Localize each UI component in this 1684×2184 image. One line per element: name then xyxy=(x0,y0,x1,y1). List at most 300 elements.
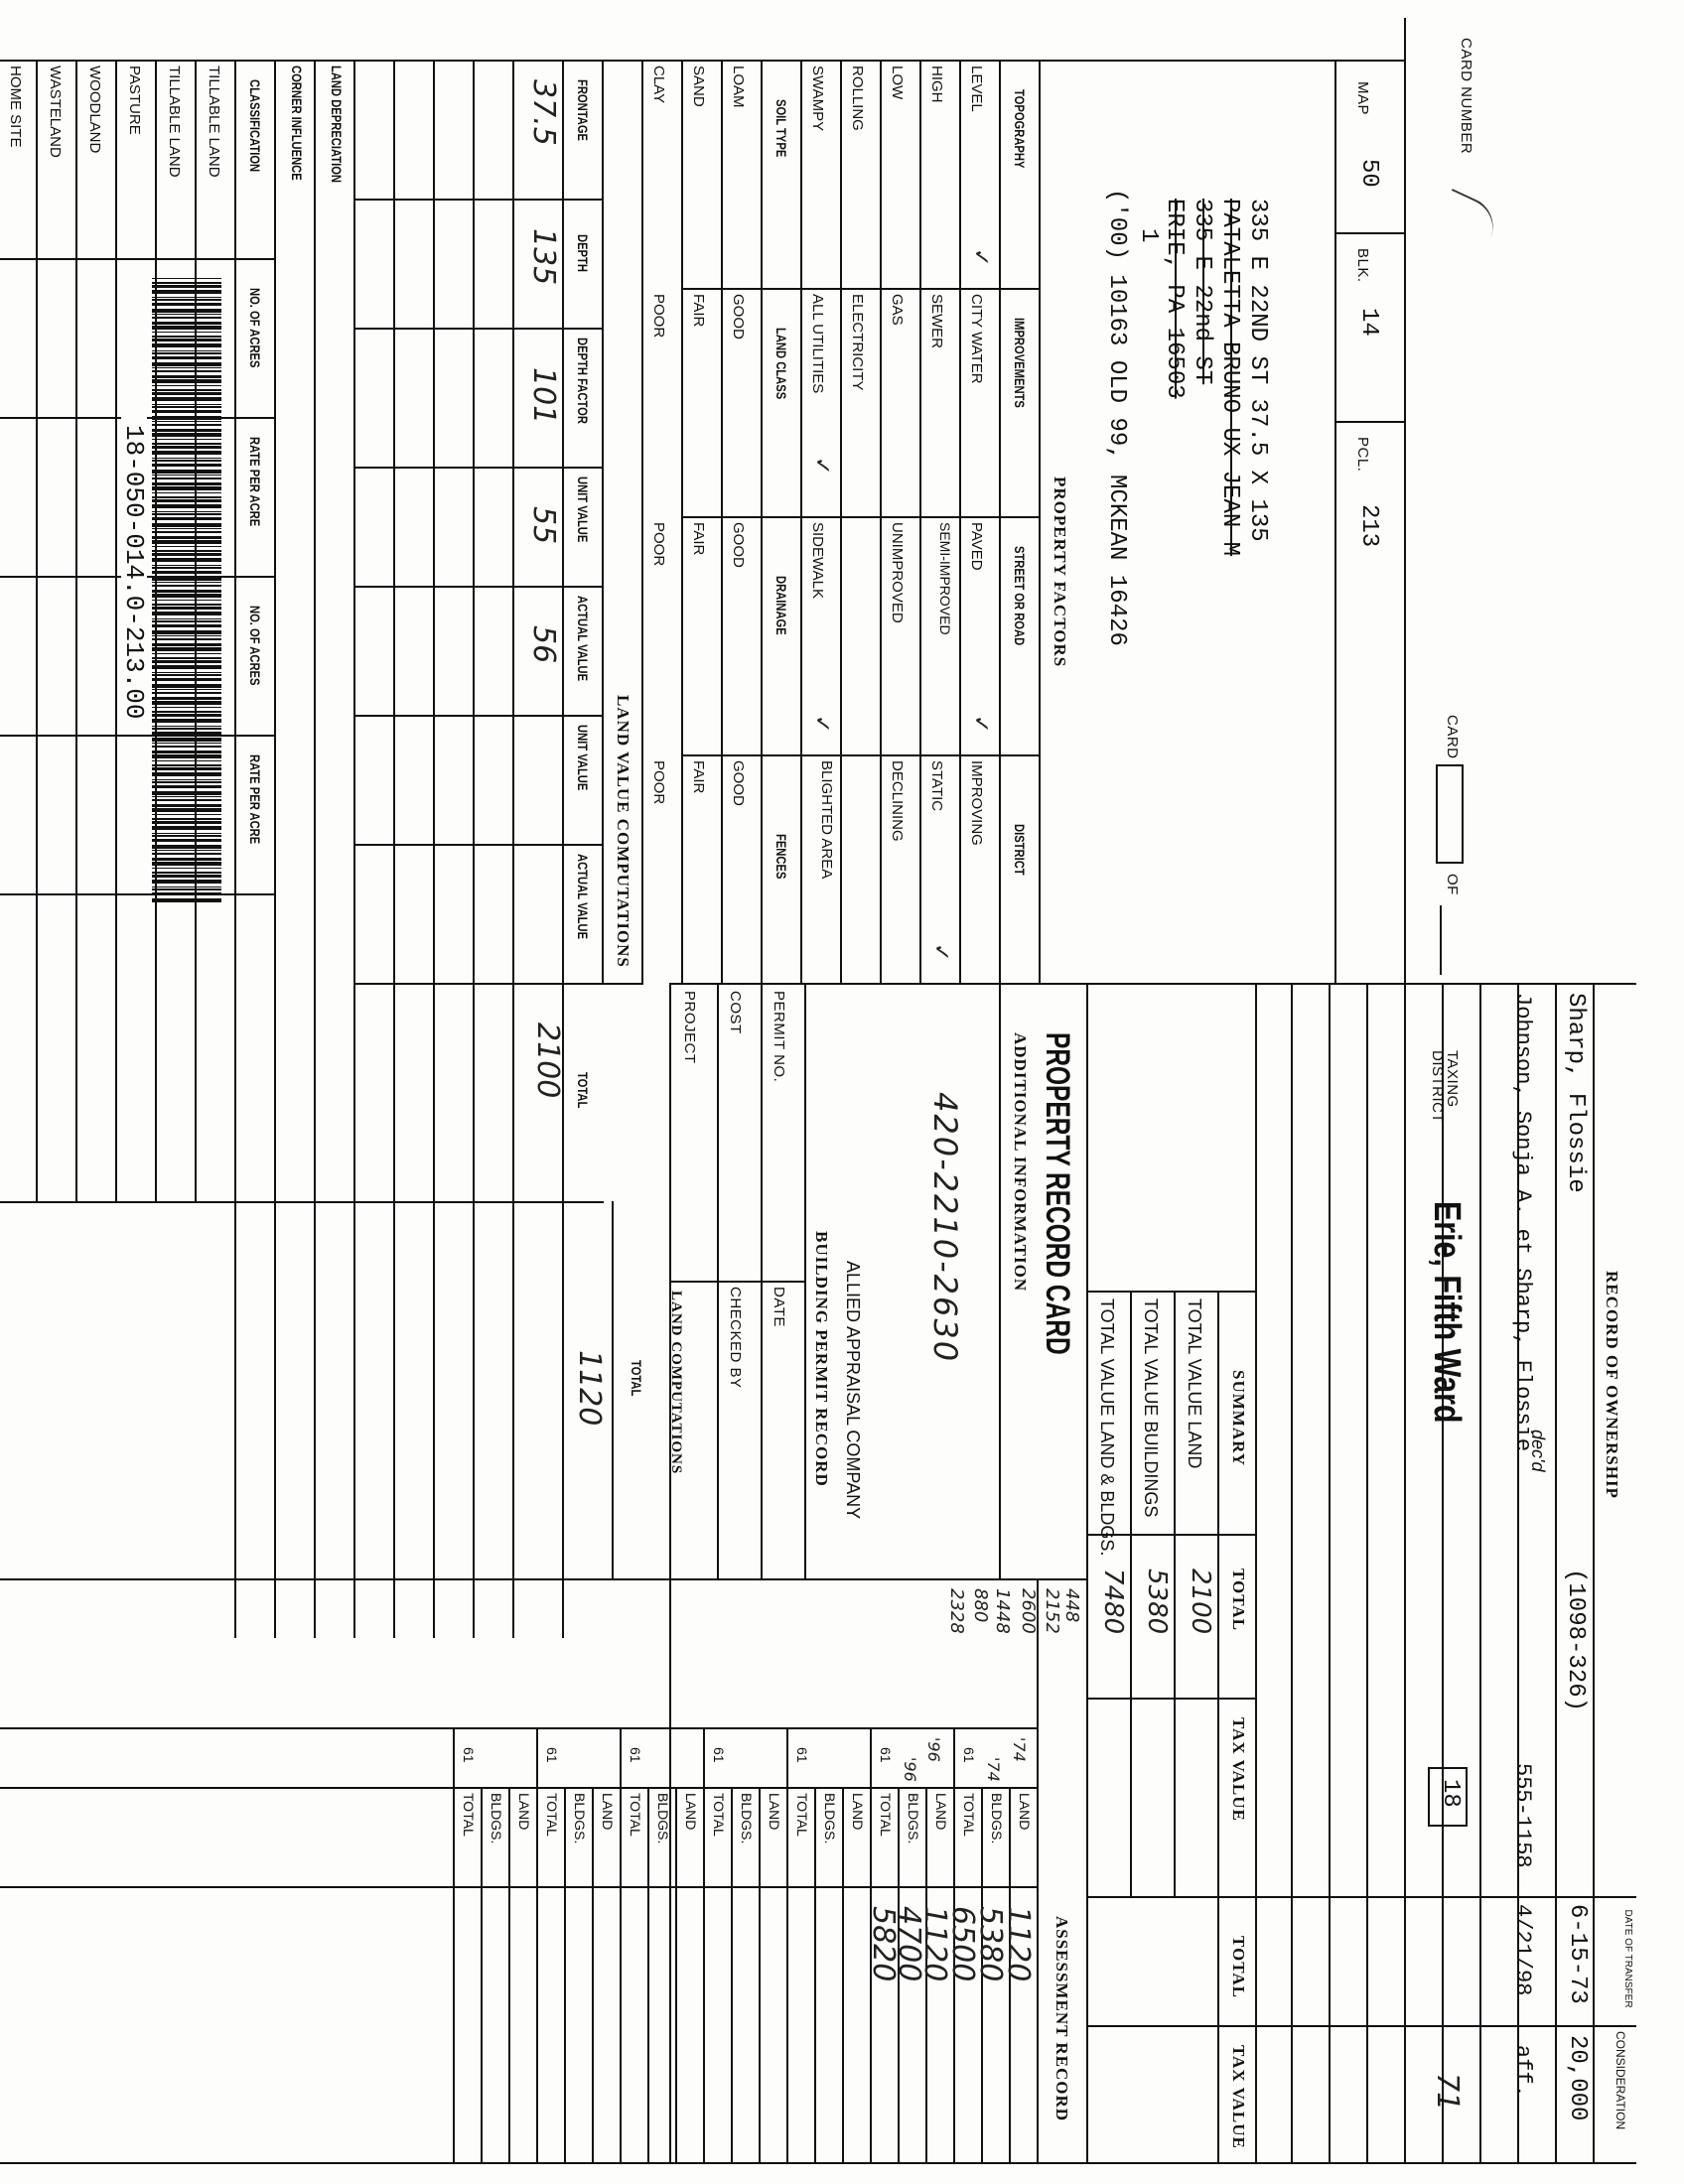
assessment-row-line xyxy=(647,1787,649,2162)
barcode-bar xyxy=(152,738,221,742)
check-all-utilities: ✓ xyxy=(809,457,834,476)
summary-left xyxy=(1088,983,1257,985)
fences-good: GOOD xyxy=(730,760,747,806)
summary-line-2 xyxy=(1130,1291,1132,1896)
blk-divider xyxy=(1336,421,1406,423)
barcode-bar xyxy=(152,458,221,459)
barcode-bar xyxy=(152,888,221,890)
land-class-fair: FAIR xyxy=(690,294,707,328)
pcl-label: PCL. xyxy=(1354,437,1371,473)
barcode-bar xyxy=(152,558,221,562)
acreage-tillable-1: TILLABLE LAND xyxy=(206,66,222,178)
ownership-header-line xyxy=(1593,983,1595,2162)
barcode-bar xyxy=(152,443,221,445)
ownership-line-6 xyxy=(1329,983,1331,2162)
lv-col-9 xyxy=(0,1578,671,1580)
land-computations-label: LAND COMPUTATIONS xyxy=(668,1291,684,1475)
barcode-bar xyxy=(152,290,221,294)
additional-info-label: ADDITIONAL INFORMATION xyxy=(1011,1032,1030,1293)
drainage-header: DRAINAGE xyxy=(773,576,789,635)
map-divider xyxy=(1336,232,1406,234)
address-line-1: 335 E 22ND ST 37.5 X 135 xyxy=(1244,199,1271,542)
barcode-bar xyxy=(152,643,221,646)
district-header: DISTRICT xyxy=(1012,824,1028,876)
assessment-row-line xyxy=(481,1787,483,2162)
assessment-label: BLDGS. xyxy=(572,1793,588,1844)
acreage-wasteland: WASTELAND xyxy=(47,66,64,158)
barcode-bar xyxy=(152,540,221,544)
barcode-bar xyxy=(152,406,221,408)
right-tax-header: TAX VALUE xyxy=(1229,2045,1248,2149)
factors-row-3 xyxy=(880,60,882,983)
barcode-bar xyxy=(152,880,221,884)
permit-no-label: PERMIT NO. xyxy=(771,991,787,1083)
ac-col-4 xyxy=(0,735,276,737)
acreage-row-line xyxy=(36,60,38,1201)
summary-col-2 xyxy=(1088,1698,1257,1700)
lv-col-6 xyxy=(355,844,604,846)
barcode-bar xyxy=(152,746,221,748)
checked-by-label: CHECKED BY xyxy=(727,1287,744,1389)
barcode-bar xyxy=(152,875,221,878)
barcode-bar xyxy=(152,362,221,366)
owner-2-name: Johnson, Sonja A. et Sharp, Flossie xyxy=(1510,993,1535,1452)
assessment-year-label: 61 xyxy=(628,1747,643,1763)
barcode-bar xyxy=(152,424,221,426)
barcode-bar xyxy=(152,511,221,512)
soil-clay: CLAY xyxy=(650,66,667,104)
drainage-good: GOOD xyxy=(730,522,747,568)
barcode-bar xyxy=(152,446,221,449)
assessment-title: ASSESSMENT RECORD xyxy=(1052,1916,1071,2122)
barcode-bar xyxy=(152,332,221,333)
barcode-bar xyxy=(152,553,221,556)
assessment-label: BLDGS. xyxy=(906,1793,921,1844)
margin-value-2: 2152 xyxy=(1042,1588,1062,1634)
ward-number: 18 xyxy=(1437,1779,1464,1808)
barcode-bar xyxy=(152,604,221,606)
assessment-block-line xyxy=(786,1727,788,2162)
topography-low: LOW xyxy=(889,66,906,100)
barcode-bar xyxy=(152,714,221,717)
barcode-bar xyxy=(152,389,221,391)
assessment-year-stamp-1: '74 xyxy=(1010,1737,1029,1762)
acreage-woodland: WOODLAND xyxy=(86,66,103,154)
barcode-bar xyxy=(152,764,221,766)
assessment-label: TOTAL xyxy=(544,1793,560,1837)
barcode-bar xyxy=(152,672,221,673)
lv-total-left: 2100 xyxy=(530,1023,565,1099)
improvement-sewer: SEWER xyxy=(928,294,945,349)
barcode-bar xyxy=(152,392,221,395)
barcode-bar xyxy=(152,858,221,861)
barcode-bar xyxy=(152,594,221,598)
barcode-bar xyxy=(152,356,221,359)
barcode-bar xyxy=(152,513,221,515)
assessment-row-line xyxy=(508,1787,510,2162)
date-transfer-header: DATE OF TRANSFER xyxy=(1622,1909,1633,2008)
page-number: 71 xyxy=(1430,2073,1465,2112)
lv-header-total-2: TOTAL xyxy=(629,1360,644,1397)
ac-header-acres-1: NO. OF ACRES xyxy=(247,288,263,368)
assessment-label: LAND xyxy=(683,1793,699,1831)
barcode-bar xyxy=(152,760,221,761)
barcode-bar xyxy=(152,689,221,690)
barcode-bar xyxy=(152,635,221,636)
right-totals-left xyxy=(1088,1896,1257,1898)
barcode-bar xyxy=(152,660,221,663)
barcode-bar xyxy=(152,853,221,855)
factors-row-7 xyxy=(721,60,723,983)
barcode-bar xyxy=(152,486,221,490)
barcode-bar xyxy=(152,600,221,601)
barcode-bar xyxy=(152,618,221,619)
barcode-bar xyxy=(152,285,221,288)
barcode-bar xyxy=(152,728,221,730)
summary-label-land: TOTAL VALUE LAND xyxy=(1185,1298,1204,1469)
address-line-3: 335 E 22nd ST xyxy=(1189,199,1215,385)
barcode-bar xyxy=(152,779,221,780)
check-sidewalk: ✓ xyxy=(809,715,834,734)
barcode-bar xyxy=(152,309,221,313)
barcode-bar xyxy=(152,367,221,368)
permit-col xyxy=(671,1281,806,1283)
barcode-bar xyxy=(152,322,221,325)
lv-depth: 135 xyxy=(526,228,561,286)
barcode-bar xyxy=(152,470,221,474)
date-label: DATE xyxy=(771,1287,787,1327)
barcode-bar xyxy=(152,657,221,659)
factors-bottom xyxy=(641,60,643,983)
factors-row-5 xyxy=(800,60,802,983)
barcode-bar xyxy=(152,303,221,306)
assessment-row-line xyxy=(592,1787,594,2162)
barcode-bar xyxy=(152,772,221,776)
lv-header-depth: DEPTH xyxy=(575,234,591,272)
lv-right-header-line xyxy=(612,1201,614,1578)
barcode-bar xyxy=(152,416,221,420)
barcode-bar xyxy=(152,791,221,795)
permit-bottom xyxy=(669,983,671,2162)
barcode-bar xyxy=(152,571,221,574)
factors-row-6 xyxy=(761,60,763,983)
assessment-label: BLDGS. xyxy=(489,1793,504,1844)
land-value-row-2 xyxy=(473,60,475,1638)
factors-header-line xyxy=(999,60,1001,983)
ownership-line-7 xyxy=(1291,983,1293,2162)
barcode-bar xyxy=(152,892,221,895)
topography-rolling: ROLLING xyxy=(849,66,866,131)
barcode-bar xyxy=(152,352,221,354)
blk-value: 14 xyxy=(1355,308,1382,337)
barcode-bar xyxy=(152,482,221,485)
map-row-bottom xyxy=(1334,60,1336,983)
assessment-col-1 xyxy=(0,1727,1039,1729)
assessment-title-line xyxy=(1037,1578,1039,2162)
factors-col-2 xyxy=(683,516,1041,518)
ownership-line-4 xyxy=(1442,983,1444,2162)
of-blank xyxy=(1440,905,1442,975)
account-note: 420-2210-2630 xyxy=(926,1092,964,1364)
summary-header-line xyxy=(1217,1291,1219,1896)
barcode-number: 18-050-014.0-213.00 xyxy=(121,417,147,727)
barcode-bar xyxy=(152,767,221,770)
topography-swampy: SWAMPY xyxy=(809,66,826,132)
barcode-bar xyxy=(152,697,221,700)
soil-loam: LOAM xyxy=(730,66,747,108)
assessment-label: LAND xyxy=(516,1793,532,1831)
card-number-label: CARD NUMBER xyxy=(1458,38,1474,155)
summary-total-all: 7480 xyxy=(1098,1569,1128,1635)
ownership-bottom xyxy=(1255,983,1257,2162)
assessment-value-6: 5820 xyxy=(866,1906,901,1982)
assessment-col-2 xyxy=(0,1787,1039,1789)
assessment-year-stamp-4: '96 xyxy=(901,1757,919,1782)
district-blighted-area: BLIGHTED AREA xyxy=(818,760,835,880)
assessment-row-line xyxy=(564,1787,566,2162)
barcode-bar xyxy=(152,751,221,753)
ac-col-5 xyxy=(0,893,276,895)
right-border xyxy=(0,2162,1636,2164)
barcode-bar xyxy=(152,492,221,493)
summary-total-header: TOTAL xyxy=(1229,1569,1248,1631)
summary-title: SUMMARY xyxy=(1229,1370,1248,1467)
assessment-year-label: 61 xyxy=(961,1747,977,1763)
factors-row-1 xyxy=(959,60,961,983)
margin-value-6: 2328 xyxy=(946,1588,967,1634)
assessment-year-stamp-2: '74 xyxy=(984,1757,1003,1782)
land-value-row-3 xyxy=(433,60,435,1638)
summary-total-land: 2100 xyxy=(1186,1569,1215,1635)
barcode-bar xyxy=(152,536,221,539)
barcode-bar xyxy=(152,504,221,508)
barcode-bar xyxy=(152,429,221,432)
ownership-date-divider xyxy=(1257,1896,1636,1898)
lv-header-total-1: TOTAL xyxy=(575,1072,591,1109)
assessment-block-line xyxy=(453,1727,455,2162)
barcode-bar xyxy=(152,282,221,284)
assessment-label: TOTAL xyxy=(628,1793,643,1837)
land-class-poor: POOR xyxy=(650,294,667,339)
taxing-district-label: TAXING DISTRICT xyxy=(1429,1050,1461,1124)
barcode-bar xyxy=(152,674,221,676)
project-label: PROJECT xyxy=(681,991,698,1064)
ownership-line-5 xyxy=(1366,983,1368,2162)
assessment-block-line xyxy=(703,1727,705,2162)
barcode-bar xyxy=(152,612,221,615)
lv-header-actual-value-1: ACTUAL VALUE xyxy=(575,596,591,682)
lv-header-unit-value-1: UNIT VALUE xyxy=(575,477,591,543)
barcode-bar xyxy=(152,433,221,437)
barcode-bar xyxy=(152,375,221,378)
land-value-row-6 xyxy=(314,60,316,1638)
barcode-bar xyxy=(152,684,221,688)
barcode-bar xyxy=(152,726,221,727)
consideration-header: CONSIDERATION xyxy=(1614,2031,1627,2130)
barcode-bar xyxy=(152,796,221,797)
lv-col-1 xyxy=(355,199,604,201)
barcode-bar xyxy=(152,590,221,593)
district-static: STATIC xyxy=(928,760,945,812)
assessment-year-label: 61 xyxy=(544,1747,560,1763)
margin-value-4: 1448 xyxy=(992,1588,1013,1634)
barcode-bar xyxy=(152,314,221,315)
barcode-bar xyxy=(152,339,221,341)
lv-col-5 xyxy=(355,715,604,717)
factors-col-3 xyxy=(683,754,1041,756)
summary-label-left xyxy=(1088,1291,1257,1293)
improvement-city-water: CITY WATER xyxy=(968,294,985,384)
lv-unit-value: 55 xyxy=(526,506,561,545)
barcode-bar xyxy=(152,638,221,640)
barcode-bar xyxy=(152,410,221,413)
barcode-bar xyxy=(152,804,221,807)
lv-col-3 xyxy=(355,467,604,469)
assessment-label: LAND xyxy=(1017,1793,1033,1831)
assessment-label: LAND xyxy=(850,1793,866,1831)
address-right-border xyxy=(1257,983,1406,985)
lv-col-4 xyxy=(355,586,604,588)
barcode-bar xyxy=(152,701,221,705)
barcode-bar xyxy=(152,850,221,851)
land-depreciation-label: LAND DEPRECIATION xyxy=(329,66,345,184)
barcode-bar xyxy=(152,299,221,301)
factors-title-line xyxy=(1039,60,1041,983)
barcode-bar xyxy=(152,781,221,783)
handwritten-check-mark xyxy=(1437,189,1503,246)
barcode-bar xyxy=(152,630,221,634)
ac-header-classification: CLASSIFICATION xyxy=(247,79,263,173)
district-declining: DECLINING xyxy=(889,760,906,842)
barcode-bar xyxy=(152,818,221,820)
topography-header: TOPOGRAPHY xyxy=(1012,89,1028,169)
parcel-barcode xyxy=(152,278,221,913)
ownership-left-border xyxy=(1406,983,1636,985)
address-line-6: ('00) 10163 OLD 99, MCKEAN 16426 xyxy=(1103,189,1130,646)
barcode-bar xyxy=(152,404,221,405)
check-level: ✓ xyxy=(968,248,993,267)
assessment-row-line xyxy=(814,1787,816,2162)
assessment-label: LAND xyxy=(600,1793,616,1831)
land-class-good: GOOD xyxy=(730,294,747,340)
fences-header: FENCES xyxy=(773,834,789,880)
barcode-bar xyxy=(152,297,221,298)
barcode-bar xyxy=(152,317,221,319)
barcode-bar xyxy=(152,872,221,874)
barcode-bar xyxy=(152,833,221,834)
lv-header-unit-value-2: UNIT VALUE xyxy=(575,725,591,791)
barcode-bar xyxy=(152,585,221,587)
street-paved: PAVED xyxy=(968,522,985,571)
barcode-bar xyxy=(152,370,221,372)
assessment-row-line xyxy=(842,1787,844,2162)
barcode-bar xyxy=(152,624,221,627)
lv-total-right: 1120 xyxy=(572,1350,607,1427)
lv-col-8 xyxy=(0,1201,604,1203)
barcode-bar xyxy=(152,678,221,681)
check-static: ✓ xyxy=(928,943,953,962)
barcode-bar xyxy=(152,620,221,622)
ac-col-1 xyxy=(0,258,276,260)
barcode-bar xyxy=(152,397,221,401)
land-value-row-1 xyxy=(512,60,514,1638)
company-name: ALLIED APPRAISAL COMPANY xyxy=(843,1261,863,1520)
additional-info-right xyxy=(671,1578,1088,1580)
barcode-bar xyxy=(152,336,221,338)
barcode-bar xyxy=(152,582,221,583)
street-semi-improved: SEMI-IMPROVED xyxy=(937,522,953,635)
improvement-gas: GAS xyxy=(889,294,906,326)
land-value-header-line xyxy=(562,60,564,1638)
assessment-year-label: 61 xyxy=(794,1747,810,1763)
barcode-bar xyxy=(152,719,221,723)
barcode-bar xyxy=(152,326,221,330)
permit-title: BUILDING PERMIT RECORD xyxy=(812,1231,831,1487)
barcode-bar xyxy=(152,845,221,849)
fences-fair: FAIR xyxy=(690,760,707,794)
address-line-5: 1 xyxy=(1135,228,1162,243)
barcode-bar xyxy=(152,475,221,476)
barcode-bar xyxy=(152,711,221,713)
factors-row-2 xyxy=(919,60,921,983)
barcode-bar xyxy=(152,732,221,735)
assessment-value-4: 1120 xyxy=(917,1906,952,1982)
barcode-bar xyxy=(152,868,221,869)
barcode-bar xyxy=(152,754,221,758)
assessment-label: TOTAL xyxy=(794,1793,810,1837)
assessment-year-label: 61 xyxy=(711,1747,727,1763)
assessment-value-5: 4700 xyxy=(892,1906,926,1982)
summary-total-buildings: 5380 xyxy=(1142,1569,1172,1635)
ownership-consideration-divider xyxy=(1257,2025,1636,2027)
lv-col-2 xyxy=(355,328,604,330)
barcode-bar xyxy=(152,577,221,581)
barcode-bar xyxy=(152,607,221,610)
street-header: STREET OR ROAD xyxy=(1012,546,1028,646)
barcode-bar xyxy=(152,799,221,801)
assessment-label: TOTAL xyxy=(461,1793,477,1837)
owner-2-consideration: aff. xyxy=(1510,2045,1535,2098)
corner-influence-label: CORNER INFLUENCE xyxy=(289,66,305,181)
assessment-label: BLDGS. xyxy=(822,1793,838,1844)
lv-col-7 xyxy=(355,983,604,985)
property-record-title: PROPERTY RECORD CARD xyxy=(1039,1032,1076,1355)
acreage-home-site: HOME SITE xyxy=(7,66,24,148)
acreage-header-top xyxy=(274,60,276,1638)
barcode-bar xyxy=(152,653,221,654)
ownership-title: RECORD OF OWNERSHIP xyxy=(1603,1271,1621,1499)
barcode-bar xyxy=(152,546,221,547)
acreage-row-line xyxy=(115,60,117,1201)
assessment-label: BLDGS. xyxy=(739,1793,755,1844)
assessment-year-label: 61 xyxy=(878,1747,894,1763)
barcode-bar xyxy=(152,692,221,694)
barcode-bar xyxy=(152,523,221,527)
assessment-block-line xyxy=(620,1727,622,2162)
barcode-bar xyxy=(152,421,221,422)
barcode-bar xyxy=(152,826,221,830)
lv-depth-factor: 101 xyxy=(526,367,561,425)
acreage-row-line xyxy=(75,60,77,1201)
owner-2-date: 4/21/98 xyxy=(1510,1904,1535,1996)
barcode-bar xyxy=(152,835,221,837)
district-improving: IMPROVING xyxy=(968,760,985,846)
barcode-bar xyxy=(152,379,221,383)
left-border xyxy=(0,60,1406,62)
improvements-header: IMPROVEMENTS xyxy=(1012,318,1028,408)
lv-header-depth-factor: DEPTH FACTOR xyxy=(575,338,591,424)
margin-value-5: 880 xyxy=(970,1588,991,1623)
